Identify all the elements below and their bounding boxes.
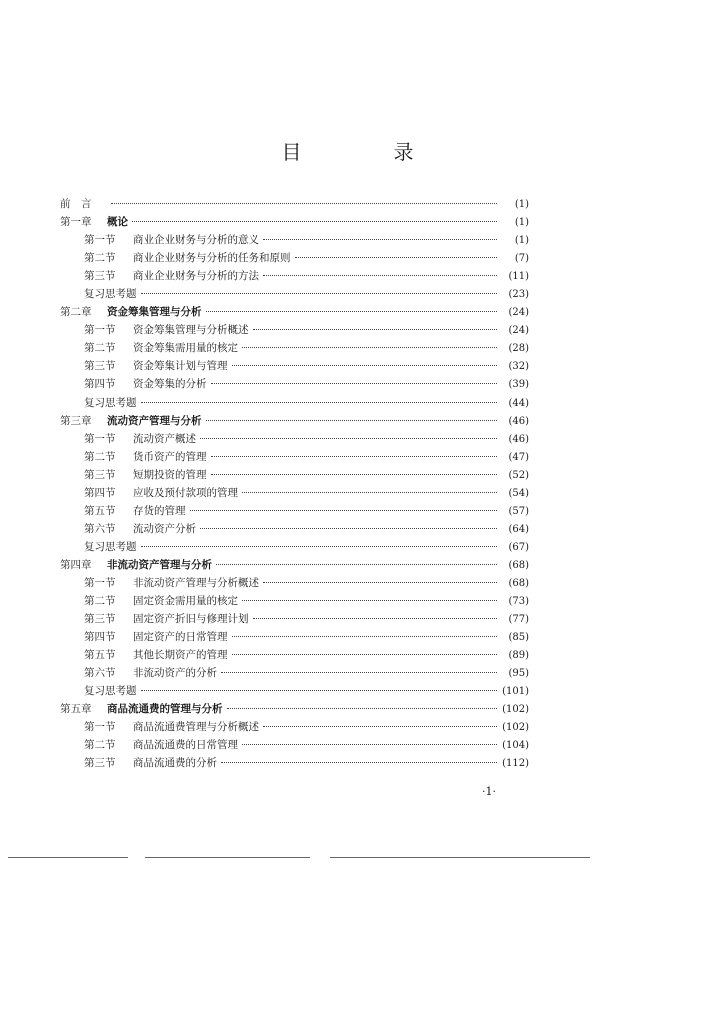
toc-entry-page: (89)	[508, 650, 529, 662]
dot-leader	[141, 402, 498, 403]
toc-chapter-entry	[60, 700, 529, 718]
table-of-contents	[60, 195, 529, 773]
toc-entry-title: 非流动资产管理与分析	[107, 558, 212, 571]
toc-entry-number: 第六节	[84, 522, 116, 535]
dot-leader	[253, 618, 498, 619]
toc-section-entry	[60, 267, 529, 285]
page-number: ·1·	[482, 785, 496, 798]
toc-entry-title: 固定资产的日常管理	[133, 631, 228, 644]
toc-section-entry	[60, 231, 529, 249]
toc-entry-title: 资金筹集的分析	[133, 378, 207, 391]
toc-entry-number: 第二节	[84, 252, 116, 265]
toc-entry-number: 第一节	[84, 234, 116, 247]
toc-entry-number: 第五节	[84, 504, 116, 517]
toc-section-entry	[60, 736, 529, 754]
dot-leader	[211, 474, 498, 475]
toc-entry-number: 第六节	[84, 667, 116, 680]
toc-entry-title: 商品流通费的管理与分析	[107, 703, 223, 716]
toc-section-entry	[60, 592, 529, 610]
toc-entry-title: 流动资产分析	[133, 522, 196, 535]
dot-leader	[242, 600, 497, 601]
toc-entry-number: 第三节	[84, 757, 116, 770]
toc-entry-title: 商业企业财务与分析的任务和原则	[133, 252, 291, 265]
toc-entry-page: (46)	[508, 433, 529, 445]
dot-leader	[263, 582, 497, 583]
dot-leader	[111, 203, 497, 204]
toc-entry-number: 前 言	[60, 198, 92, 210]
toc-entry-page: (104)	[502, 740, 529, 752]
toc-entry-page: (57)	[508, 505, 529, 517]
toc-section-entry	[60, 321, 529, 339]
toc-entry-title: 固定资金需用量的核定	[133, 595, 238, 608]
dot-leader	[200, 438, 497, 439]
dot-leader	[295, 257, 498, 258]
toc-entry-title: 复习思考题	[84, 685, 137, 698]
toc-entry-page: (52)	[508, 469, 529, 481]
toc-entry-page: (24)	[508, 325, 529, 337]
dot-leader	[190, 510, 498, 511]
toc-entry-number: 第二节	[84, 739, 116, 752]
toc-entry-page: (1)	[514, 217, 529, 229]
toc-chapter-entry	[60, 412, 529, 430]
toc-entry-page: (112)	[502, 758, 529, 770]
toc-entry-title: 复习思考题	[84, 540, 137, 553]
toc-entry-page: (102)	[502, 704, 529, 716]
toc-section-entry	[60, 682, 529, 700]
dot-leader	[232, 636, 498, 637]
toc-entry-page: (67)	[508, 541, 529, 553]
toc-entry-title: 货币资产的管理	[133, 450, 207, 463]
toc-entry-title: 资金筹集管理与分析	[107, 306, 202, 319]
toc-entry-page: (54)	[508, 487, 529, 499]
toc-entry-number: 第三节	[84, 270, 116, 283]
dot-leader	[211, 456, 498, 457]
dot-leader	[253, 329, 498, 330]
toc-entry-page: (44)	[508, 397, 529, 409]
toc-entry-page: (24)	[508, 307, 529, 319]
dot-leader	[216, 564, 497, 565]
toc-entry-page: (85)	[508, 632, 529, 644]
toc-entry-page: (23)	[508, 289, 529, 301]
toc-entry-number: 第三节	[84, 468, 116, 481]
scan-artifact-line	[330, 857, 590, 858]
toc-chapter-entry	[60, 303, 529, 321]
toc-section-entry	[60, 502, 529, 520]
toc-entry-number: 第四节	[84, 378, 116, 391]
toc-entry-number: 第二节	[84, 342, 116, 355]
toc-entry-title: 非流动资产管理与分析概述	[133, 576, 259, 589]
toc-entry-title: 商品流通费的分析	[133, 757, 217, 770]
toc-entry-title: 流动资产管理与分析	[107, 414, 202, 427]
toc-entry-title: 商业企业财务与分析的方法	[133, 270, 259, 283]
dot-leader	[242, 492, 497, 493]
toc-section-entry	[60, 285, 529, 303]
toc-entry-title: 商品流通费管理与分析概述	[133, 721, 259, 734]
toc-section-entry	[60, 249, 529, 267]
toc-entry-title: 其他长期资产的管理	[133, 649, 228, 662]
toc-entry-title: 应收及预付款项的管理	[133, 486, 238, 499]
toc-entry-number: 第五节	[84, 649, 116, 662]
toc-section-entry	[60, 718, 529, 736]
toc-entry-page: (64)	[508, 523, 529, 535]
toc-entry-number: 第三章	[60, 414, 92, 427]
toc-section-entry	[60, 375, 529, 393]
toc-section-entry	[60, 466, 529, 484]
toc-entry-page: (47)	[508, 451, 529, 463]
toc-entry-number: 第二节	[84, 450, 116, 463]
toc-entry-number: 第一节	[84, 576, 116, 589]
toc-entry-number: 第三节	[84, 360, 116, 373]
toc-entry-page: (11)	[508, 271, 529, 283]
toc-entry-page: (101)	[502, 686, 529, 698]
toc-entry-page: (73)	[508, 596, 529, 608]
toc-entry-page: (68)	[508, 577, 529, 589]
toc-section-entry	[60, 430, 529, 448]
dot-leader	[206, 311, 498, 312]
toc-entry-page: (39)	[508, 379, 529, 391]
toc-entry-title: 流动资产概述	[133, 432, 196, 445]
dot-leader	[141, 293, 498, 294]
toc-entry-title: 复习思考题	[84, 288, 137, 301]
dot-leader	[263, 275, 497, 276]
toc-entry-page: (102)	[502, 722, 529, 734]
toc-section-entry	[60, 339, 529, 357]
toc-section-entry	[60, 538, 529, 556]
toc-section-entry	[60, 520, 529, 538]
toc-entry-title: 资金筹集需用量的核定	[133, 342, 238, 355]
toc-entry-title: 商品流通费的日常管理	[133, 739, 238, 752]
toc-entry-page: (77)	[508, 614, 529, 626]
toc-entry-number: 第四节	[84, 486, 116, 499]
dot-leader	[206, 420, 498, 421]
toc-section-entry	[60, 664, 529, 682]
dot-leader	[221, 762, 497, 763]
toc-entry-page: (32)	[508, 361, 529, 373]
toc-entry-page: (46)	[508, 415, 529, 427]
scan-artifact-line	[145, 857, 310, 858]
page-title: 目 录	[281, 140, 450, 164]
toc-entry-page: (28)	[508, 343, 529, 355]
toc-section-entry	[60, 754, 529, 772]
toc-entry-title: 商业企业财务与分析的意义	[133, 234, 259, 247]
scan-artifact-line	[8, 857, 128, 858]
toc-chapter-entry	[60, 195, 529, 213]
dot-leader	[242, 744, 497, 745]
dot-leader	[141, 690, 498, 691]
dot-leader	[141, 546, 498, 547]
dot-leader	[232, 365, 498, 366]
toc-section-entry	[60, 628, 529, 646]
toc-section-entry	[60, 574, 529, 592]
dot-leader	[132, 221, 497, 222]
dot-leader	[242, 347, 497, 348]
toc-section-entry	[60, 357, 529, 375]
dot-leader	[200, 528, 497, 529]
toc-entry-number: 第二节	[84, 595, 116, 608]
toc-section-entry	[60, 448, 529, 466]
toc-entry-title: 存货的管理	[133, 504, 186, 517]
toc-entry-title: 概论	[107, 216, 128, 229]
toc-entry-number: 第三节	[84, 613, 116, 626]
toc-entry-page: (95)	[508, 668, 529, 680]
dot-leader	[227, 708, 498, 709]
toc-entry-page: (7)	[514, 253, 529, 265]
toc-entry-title: 资金筹集管理与分析概述	[133, 324, 249, 337]
toc-entry-page: (1)	[514, 199, 529, 210]
toc-entry-number: 第一节	[84, 432, 116, 445]
toc-chapter-entry	[60, 556, 529, 574]
toc-entry-title: 复习思考题	[84, 396, 137, 409]
dot-leader	[263, 726, 497, 727]
toc-section-entry	[60, 484, 529, 502]
toc-entry-number: 第一章	[60, 216, 92, 229]
toc-entry-number: 第一节	[84, 324, 116, 337]
dot-leader	[263, 239, 497, 240]
toc-entry-title: 非流动资产的分析	[133, 667, 217, 680]
dot-leader	[232, 654, 498, 655]
toc-entry-number: 第一节	[84, 721, 116, 734]
toc-entry-page: (68)	[508, 559, 529, 571]
toc-section-entry	[60, 646, 529, 664]
toc-section-entry	[60, 394, 529, 412]
toc-entry-title: 短期投资的管理	[133, 468, 207, 481]
toc-section-entry	[60, 610, 529, 628]
toc-entry-number: 第四节	[84, 631, 116, 644]
toc-entry-page: (1)	[514, 235, 529, 247]
dot-leader	[211, 383, 498, 384]
dot-leader	[221, 672, 497, 673]
toc-entry-number: 第二章	[60, 306, 92, 319]
toc-chapter-entry	[60, 213, 529, 231]
toc-entry-title: 固定资产折旧与修理计划	[133, 613, 249, 626]
toc-entry-number: 第五章	[60, 703, 92, 716]
toc-entry-number: 第四章	[60, 558, 92, 571]
toc-entry-title: 资金筹集计划与管理	[133, 360, 228, 373]
